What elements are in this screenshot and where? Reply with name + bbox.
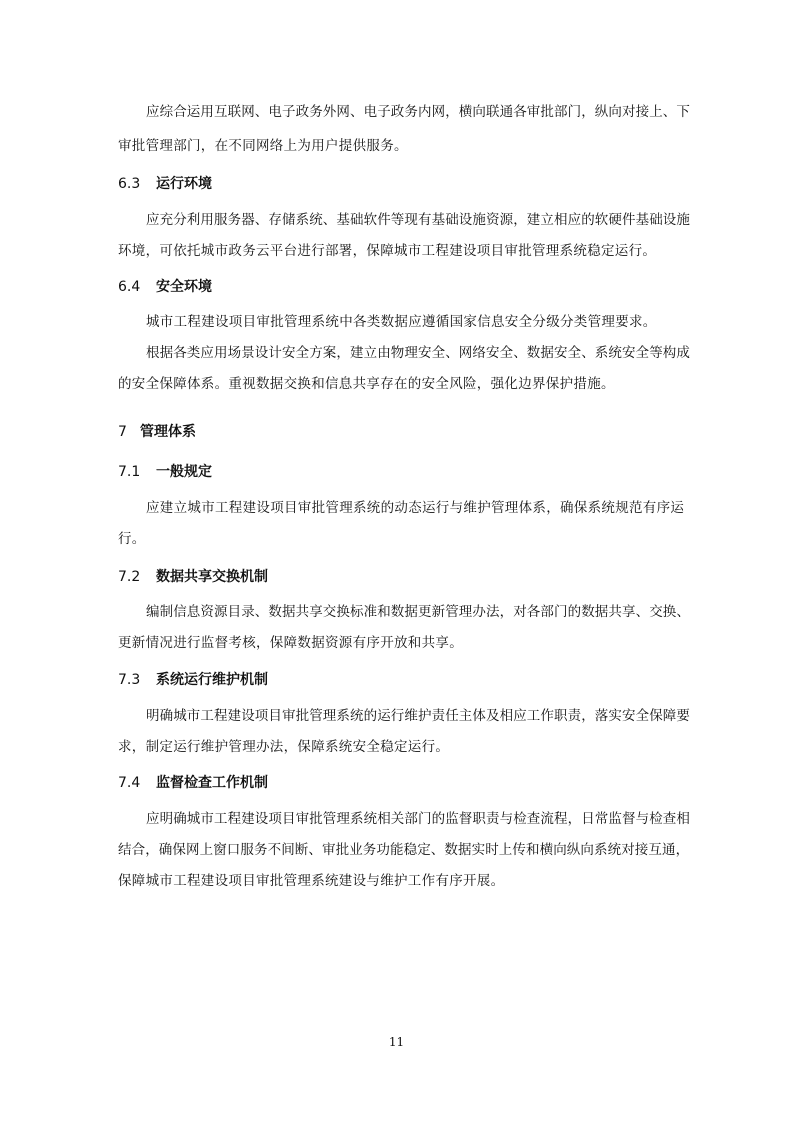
section-heading-7-3: [118, 671, 268, 689]
section-title: 监督检查工作机制: [156, 775, 268, 791]
paragraph-line: 更新情况进行监督考核，保障数据资源有序开放和共享。: [118, 635, 463, 651]
section-title: 系统运行维护机制: [156, 672, 268, 688]
section-heading-7: [118, 423, 196, 441]
paragraph-line: 应明确城市工程建设项目审批管理系统相关部门的监督职责与检查流程，日常监督与检查相: [146, 811, 690, 827]
section-number: 7.3: [118, 672, 141, 688]
section-title: 数据共享交换机制: [156, 569, 268, 585]
paragraph-line: 的安全保障体系。重视数据交换和信息共享存在的安全风险，强化边界保护措施。: [118, 376, 615, 392]
paragraph-line: 应充分利用服务器、存储系统、基础软件等现有基础设施资源，建立相应的软硬件基础设施: [146, 212, 690, 228]
section-number: 7: [118, 424, 127, 440]
paragraph-line: 城市工程建设项目审批管理系统中各类数据应遵循国家信息安全分级分类管理要求。: [146, 314, 657, 330]
section-heading-7-1: [118, 463, 212, 481]
section-heading-6-4: [118, 278, 212, 296]
section-title: 运行环境: [156, 176, 212, 192]
section-title: 一般规定: [156, 464, 212, 480]
section-number: 7.4: [118, 775, 141, 791]
section-heading-7-2: [118, 568, 268, 586]
paragraph-line: 结合，确保网上窗口服务不间断、审批业务功能稳定、数据实时上传和横向纵向系统对接互通，: [118, 842, 690, 858]
section-heading-7-4: [118, 774, 268, 792]
paragraph-line: 根据各类应用场景设计安全方案，建立由物理安全、网络安全、数据安全、系统安全等构成: [146, 345, 690, 361]
paragraph-line: 保障城市工程建设项目审批管理系统建设与维护工作有序开展。: [118, 873, 505, 889]
paragraph-line: 编制信息资源目录、数据共享交换标准和数据更新管理办法，对各部门的数据共享、交换、: [146, 604, 690, 620]
section-number: 6.3: [118, 176, 141, 192]
paragraph-line: 求，制定运行维护管理办法，保障系统安全稳定运行。: [118, 739, 450, 755]
paragraph-line: 审批管理部门，在不同网络上为用户提供服务。: [118, 138, 408, 154]
paragraph-line: 应建立城市工程建设项目审批管理系统的动态运行与维护管理体系，确保系统规范有序运: [146, 500, 685, 516]
page-number: 11: [388, 1035, 405, 1049]
paragraph-line: 行。: [118, 531, 146, 547]
paragraph-line: 明确城市工程建设项目审批管理系统的运行维护责任主体及相应工作职责，落实安全保障要: [146, 708, 690, 724]
section-number: 6.4: [118, 279, 141, 295]
section-number: 7.2: [118, 569, 141, 585]
section-number: 7.1: [118, 464, 141, 480]
section-title: 管理体系: [140, 424, 196, 440]
section-title: 安全环境: [156, 279, 212, 295]
paragraph-line: 环境，可依托城市政务云平台进行部署，保障城市工程建设项目审批管理系统稳定运行。: [118, 243, 657, 259]
section-heading-6-3: [118, 175, 212, 193]
paragraph-line: 应综合运用互联网、电子政务外网、电子政务内网，横向联通各审批部门，纵向对接上、下: [146, 104, 690, 120]
